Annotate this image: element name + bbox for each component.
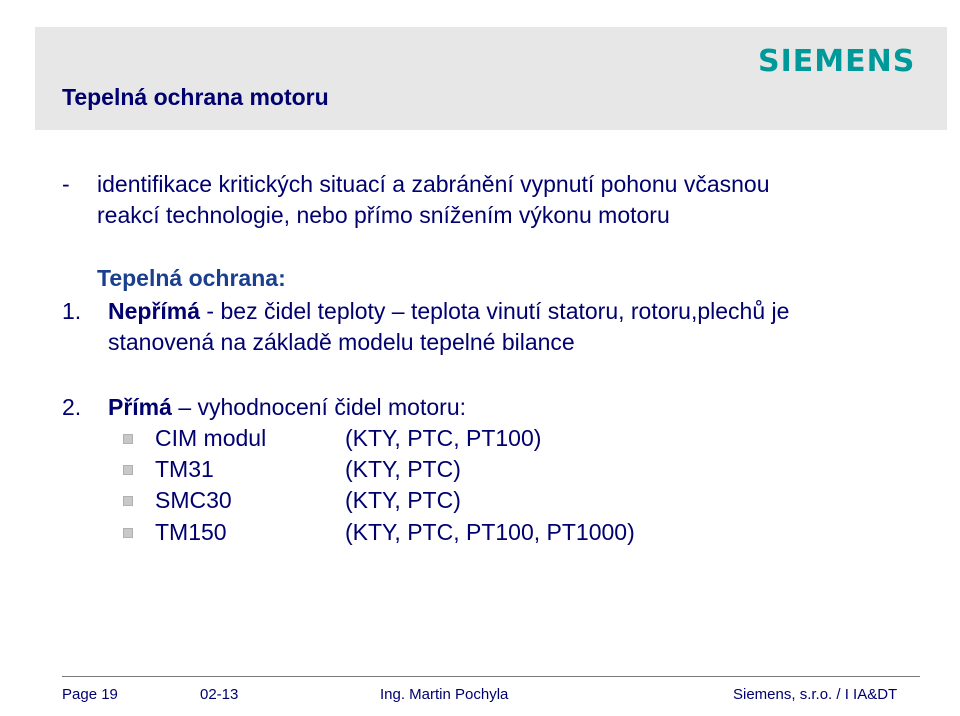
module-name: CIM modul bbox=[155, 425, 267, 451]
footer-page: Page 19 bbox=[62, 686, 118, 703]
bullet-icon bbox=[123, 496, 133, 506]
section-heading: Tepelná ochrana: bbox=[97, 265, 286, 291]
item-2-rest: – vyhodnocení čidel motoru: bbox=[171, 394, 466, 420]
item-1-bold: Nepřímá bbox=[108, 298, 201, 324]
footer-author: Ing. Martin Pochyla bbox=[380, 686, 509, 703]
item-2-line-1 bbox=[108, 394, 466, 421]
module-sensors: (KTY, PTC, PT100) bbox=[345, 425, 542, 451]
item-1-rest: - bez čidel teploty – teplota vinutí statoru, rotoru,plechů je bbox=[200, 298, 790, 324]
item-2-number: 2. bbox=[62, 394, 82, 420]
module-name: TM31 bbox=[155, 456, 214, 482]
module-sensors: (KTY, PTC) bbox=[345, 487, 461, 513]
intro-line-1: identifikace kritických situací a zabránění vypnutí pohonu včasnou bbox=[97, 171, 770, 197]
bullet-icon bbox=[123, 528, 133, 538]
item-1-number: 1. bbox=[62, 298, 82, 324]
module-sensors: (KTY, PTC) bbox=[345, 456, 461, 482]
footer-date: 02-13 bbox=[200, 686, 239, 703]
module-name: SMC30 bbox=[155, 487, 232, 513]
siemens-logo: SIEMENS bbox=[758, 44, 916, 79]
bullet-icon bbox=[123, 465, 133, 475]
intro-dash: - bbox=[62, 171, 70, 197]
footer-divider bbox=[62, 676, 920, 677]
item-1-line-2: stanovená na základě modelu tepelné bilance bbox=[108, 329, 575, 355]
footer-company: Siemens, s.r.o. / I IA&DT bbox=[733, 686, 898, 703]
bullet-icon bbox=[123, 434, 133, 444]
page-title: Tepelná ochrana motoru bbox=[62, 84, 329, 110]
item-1-line-1 bbox=[108, 298, 789, 325]
intro-line-2: reakcí technologie, nebo přímo snížením výkonu motoru bbox=[97, 202, 670, 228]
module-name: TM150 bbox=[155, 519, 227, 545]
item-2-bold: Přímá bbox=[108, 394, 172, 420]
module-sensors: (KTY, PTC, PT100, PT1000) bbox=[345, 519, 635, 545]
